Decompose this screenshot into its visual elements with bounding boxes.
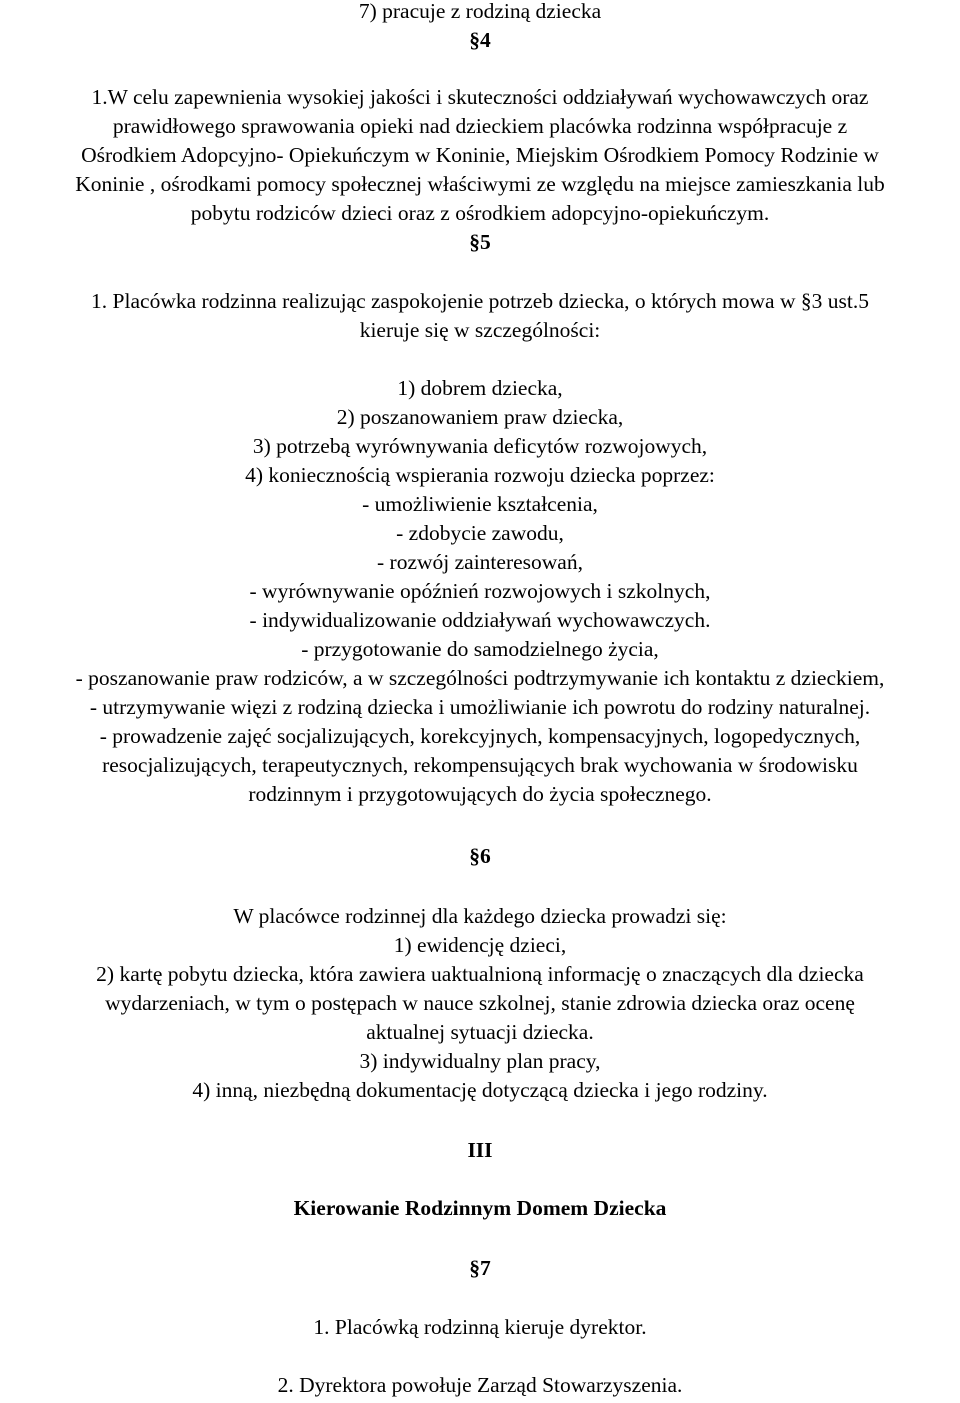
section-5-item: - zdobycie zawodu, [396, 521, 564, 545]
section-6-line: wydarzeniach, w tym o postępach w nauce szkolnej, stanie zdrowia dziecka oraz ocenę [105, 991, 855, 1015]
section-5-item: - utrzymywanie więzi z rodziną dziecka i umożliwianie ich powrotu do rodziny naturalnej. [89, 695, 871, 719]
section-5-heading: §5 [469, 230, 491, 254]
section-6-heading: §6 [469, 844, 491, 868]
section-4-line: pobytu rodziców dzieci oraz z ośrodkiem adopcyjno-opiekuńczym. [190, 201, 770, 225]
section-7-line: 2. Dyrektora powołuje Zarząd Stowarzyszenia. [277, 1373, 683, 1397]
section-5-intro-line: 1. Placówka rodzinna realizując zaspokojenie potrzeb dziecka, o których mowa w §3 ust.5 [91, 289, 869, 313]
section-5-item: rodzinnym i przygotowujących do życia społecznego. [248, 782, 712, 806]
intro-item-7: 7) pracuje z rodziną dziecka [358, 0, 602, 23]
section-6-line: 4) inną, niezbędną dokumentację dotyczącą dziecka i jego rodziny. [192, 1078, 768, 1102]
section-6-line: 1) ewidencję dzieci, [393, 933, 567, 957]
section-4-line: 1.W celu zapewnienia wysokiej jakości i skuteczności oddziaływań wychowawczych oraz [91, 85, 869, 109]
section-5-item: resocjalizujących, terapeutycznych, rekompensujących brak wychowania w środowisku [102, 753, 858, 777]
section-6-line: 3) indywidualny plan pracy, [359, 1049, 601, 1073]
section-5-item: - wyrównywanie opóźnień rozwojowych i szkolnych, [249, 579, 711, 603]
section-6-line: 2) kartę pobytu dziecka, która zawiera uaktualnioną informację o znaczących dla dziecka [96, 962, 864, 986]
section-6-line: aktualnej sytuacji dziecka. [366, 1020, 594, 1044]
section-4-line: Ośrodkiem Adopcyjno- Opiekuńczym w Koninie, Miejskim Ośrodkiem Pomocy Rodzinie w [81, 143, 879, 167]
section-6-line: W placówce rodzinnej dla każdego dziecka prowadzi się: [233, 904, 727, 928]
section-7-line: 1. Placówką rodzinną kieruje dyrektor. [313, 1315, 647, 1339]
section-5-item: 3) potrzebą wyrównywania deficytów rozwojowych, [252, 434, 708, 458]
chapter-number: III [467, 1138, 493, 1162]
section-5-item: 4) koniecznością wspierania rozwoju dziecka poprzez: [245, 463, 715, 487]
section-5-item: - rozwój zainteresowań, [377, 550, 583, 574]
section-5-item: - indywidualizowanie oddziaływań wychowawczych. [249, 608, 711, 632]
section-5-intro-line: kieruje się w szczególności: [359, 318, 601, 342]
section-5-item: 1) dobrem dziecka, [397, 376, 563, 400]
section-4-line: prawidłowego sprawowania opieki nad dzieckiem placówka rodzinna współpracuje z [112, 114, 848, 138]
section-5-item: - poszanowanie praw rodziców, a w szczególności podtrzymywanie ich kontaktu z dzieckiem, [75, 666, 885, 690]
section-5-item: - umożliwienie kształcenia, [362, 492, 598, 516]
section-4-line: Koninie , ośrodkami pomocy społecznej właściwymi ze względu na miejsce zamieszkania lub [75, 172, 885, 196]
section-5-item: - prowadzenie zajęć socjalizujących, korekcyjnych, kompensacyjnych, logopedycznych, [99, 724, 861, 748]
section-5-item: - przygotowanie do samodzielnego życia, [301, 637, 659, 661]
section-4-heading: §4 [469, 28, 491, 52]
section-5-item: 2) poszanowaniem praw dziecka, [336, 405, 624, 429]
section-7-heading: §7 [469, 1256, 491, 1280]
chapter-title: Kierowanie Rodzinnym Domem Dziecka [293, 1196, 667, 1220]
